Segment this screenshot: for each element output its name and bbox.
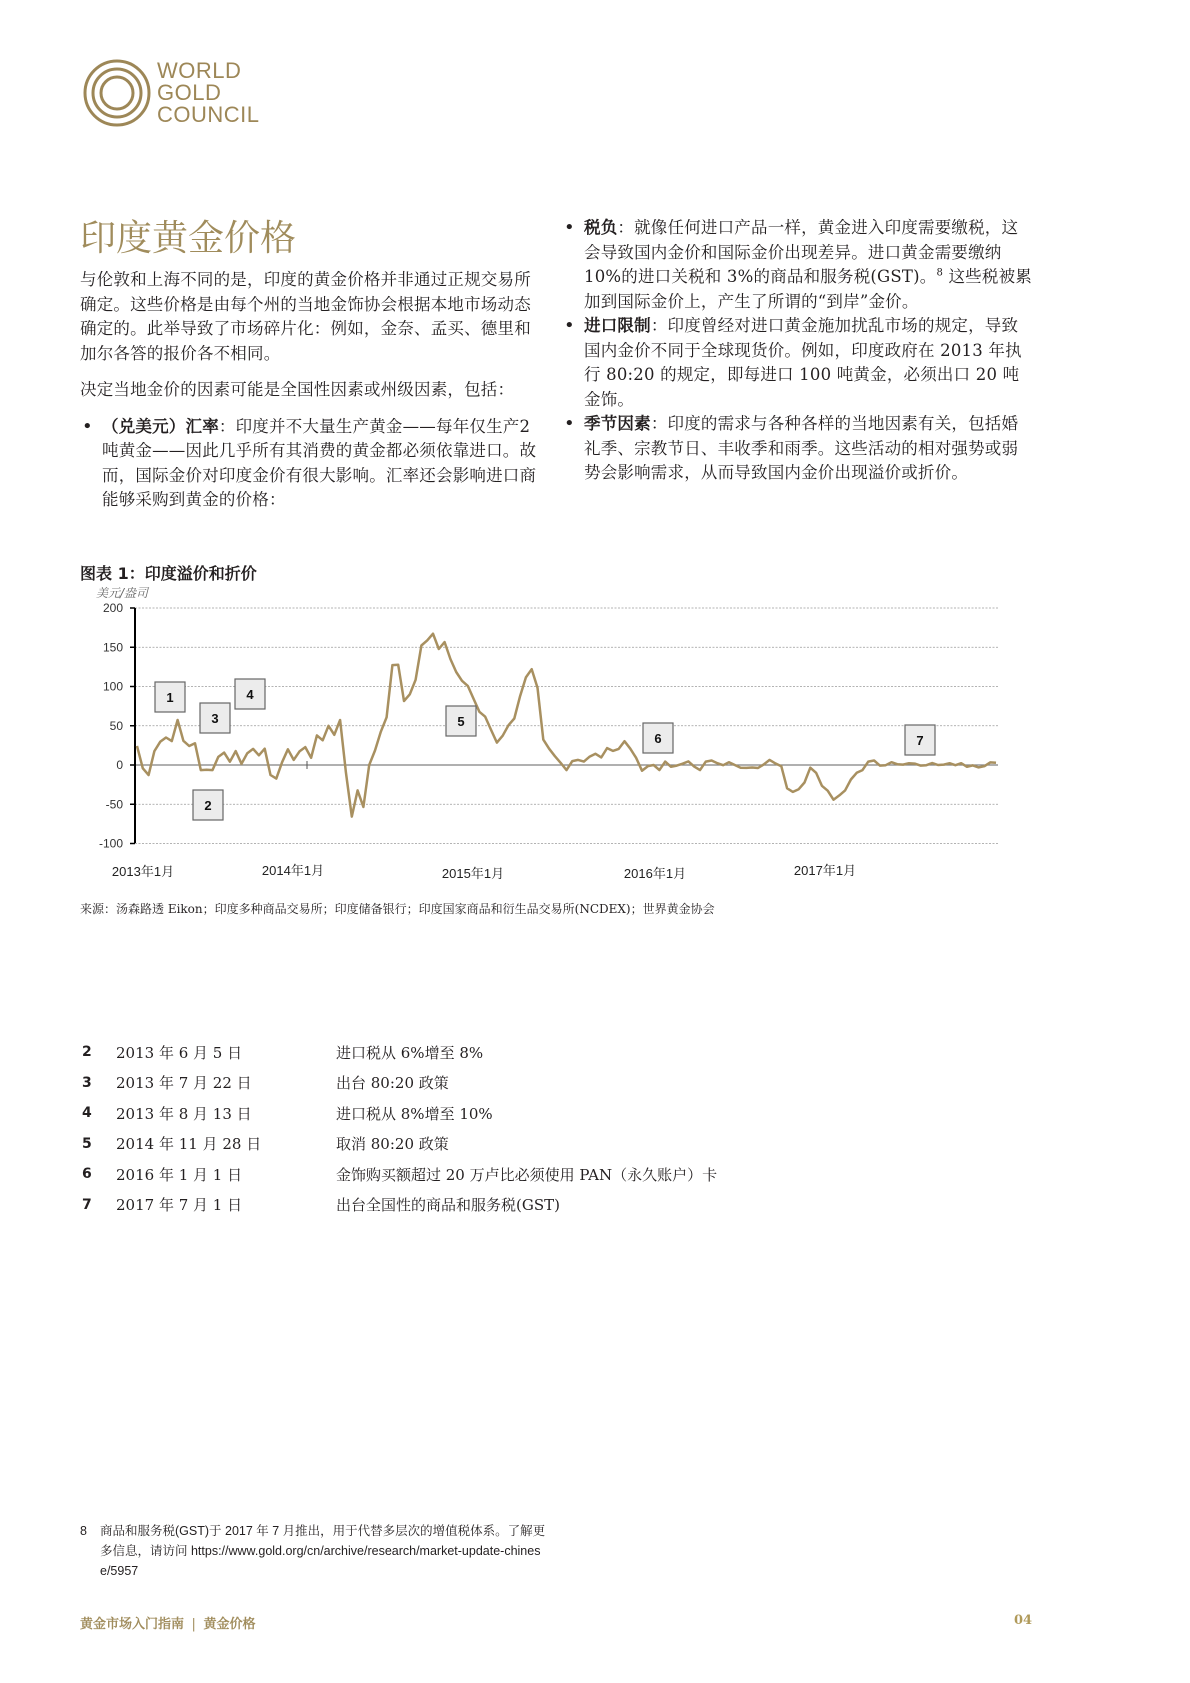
event-description: 出台 80:20 政策 [336, 1074, 449, 1093]
svg-text:3: 3 [211, 711, 219, 726]
event-number: 2 [82, 1044, 92, 1061]
table-row [82, 1129, 717, 1160]
event-marker-4 [235, 679, 265, 709]
footer-separator: | [191, 1617, 196, 1632]
event-number: 6 [82, 1166, 92, 1183]
logo [82, 58, 282, 130]
svg-text:2015年1月: 2015年1月 [441, 866, 505, 881]
event-number: 5 [82, 1135, 92, 1152]
bullet-taxes [562, 216, 1034, 314]
svg-text:0: 0 [116, 758, 123, 772]
event-marker-7 [905, 725, 935, 755]
event-marker-5 [446, 706, 476, 736]
svg-text:2017年1月: 2017年1月 [793, 863, 857, 878]
table-row [82, 1159, 717, 1190]
event-description: 进口税从 6%增至 8% [336, 1043, 484, 1062]
bullet-label: 季节因素 [584, 414, 651, 433]
svg-text:2013年1月: 2013年1月 [111, 864, 175, 879]
bullet-seasonal [562, 412, 1034, 486]
bullet-label: 税负 [584, 218, 618, 237]
right-column [562, 216, 1034, 486]
event-number: 3 [82, 1074, 92, 1091]
svg-text:2: 2 [204, 798, 212, 813]
event-date: 2014 年 11 月 28 日 [116, 1135, 262, 1154]
bullet-text: ：印度的需求与各种各样的当地因素有关，包括婚礼季、宗教节日、丰收季和雨季。这些活动的相对强势或弱势会影响需求，从而导致国内金价出现溢价或折价。 [584, 414, 1019, 482]
concentric-rings-icon [82, 58, 152, 128]
events-table [82, 1037, 717, 1220]
svg-text:50: 50 [109, 718, 123, 733]
table-row [82, 1068, 717, 1099]
event-date: 2013 年 7 月 22 日 [116, 1074, 252, 1093]
footer-section-title: 黄金价格 [203, 1617, 256, 1632]
event-marker-6 [643, 723, 673, 753]
svg-text:200: 200 [102, 601, 123, 615]
event-marker-1 [155, 682, 185, 712]
bullet-text: ：就像任何进口产品一样，黄金进入印度需要缴税，这会导致国内金价和国际金价出现差异。进口黄金需要缴纳 10%的进口关税和 3%的商品和服务税(GST)。 [584, 218, 1019, 286]
bullet-import-restrictions [562, 314, 1034, 412]
event-number: 4 [82, 1105, 92, 1122]
bullet-label: （兑美元）汇率 [102, 416, 219, 436]
event-date: 2013 年 8 月 13 日 [116, 1104, 252, 1123]
event-description: 取消 80:20 政策 [336, 1135, 449, 1154]
footnote [80, 1521, 550, 1581]
svg-text:1: 1 [166, 690, 174, 705]
page-number: 04 [1014, 1613, 1033, 1628]
bullet-label: 进口限制 [584, 316, 651, 335]
svg-text:5: 5 [457, 714, 465, 729]
svg-text:7: 7 [916, 733, 924, 748]
figure-source: 来源：汤森路透 Eikon；印度多种商品交易所；印度储备银行；印度国家商品和衍生品交易所(NCDEX)；世界黄金协会 [80, 902, 715, 916]
footnote-link[interactable]: https://www.gold.org/cn/archive/research/market-update-chinese/5957 [100, 1544, 541, 1578]
footer-guide-title: 黄金市场入门指南 [80, 1617, 185, 1632]
logo-line-world: WORLD [157, 58, 242, 83]
premium-line [137, 634, 996, 817]
svg-text:-50: -50 [105, 797, 123, 812]
event-marker-3 [200, 703, 230, 733]
figure-title: 图表 1：印度溢价和折价 [80, 564, 257, 583]
y-axis-unit: 美元/盎司 [96, 586, 149, 600]
bullet-text-cont: 这些税被累加到国际金价上，产生了所谓的“到岸”金价。 [584, 267, 1032, 311]
footnote-ref[interactable]: 8 [936, 267, 944, 279]
svg-text:150: 150 [102, 640, 123, 655]
table-row [82, 1098, 717, 1129]
event-number: 7 [82, 1196, 92, 1213]
bullet-text: ：印度并不大量生产黄金——每年仅生产2 吨黄金——因此几乎所有其消费的黄金都必须依靠进口。故而，国际金价对印度金价有很大影响。汇率还会影响进口商能够采购到黄金的价格： [102, 416, 537, 509]
logo-line-council: COUNCIL [157, 102, 260, 127]
footnote-number: 8 [80, 1524, 87, 1538]
y-axis-ticks [99, 601, 135, 851]
premium-discount-chart [80, 595, 1090, 895]
table-row [82, 1190, 717, 1221]
event-date: 2016 年 1 月 1 日 [116, 1165, 243, 1184]
svg-text:-100: -100 [98, 836, 123, 851]
svg-text:4: 4 [246, 687, 254, 702]
event-date: 2017 年 7 月 1 日 [116, 1196, 243, 1215]
table-row [82, 1037, 717, 1068]
page-title: 印度黄金价格 [80, 218, 297, 259]
factors-intro: 决定当地金价的因素可能是全国性因素或州级因素，包括： [80, 380, 515, 399]
svg-text:2014年1月: 2014年1月 [261, 863, 325, 878]
x-axis-ticks [112, 761, 856, 881]
logo-line-gold: GOLD [157, 80, 222, 105]
event-date: 2013 年 6 月 5 日 [116, 1043, 243, 1062]
svg-text:100: 100 [102, 679, 123, 694]
intro-paragraph: 与伦敦和上海不同的是，印度的黄金价格并非通过正规交易所确定。这些价格是由每个州的当地金饰协会根据本地市场动态确定的。此举导致了市场碎片化：例如，金奈、孟买、德里和加尔各答的报价各不相同。 [80, 270, 531, 363]
event-marker-2 [193, 790, 223, 820]
svg-text:6: 6 [654, 731, 662, 746]
event-description: 进口税从 8%增至 10% [336, 1104, 493, 1123]
event-description: 出台全国性的商品和服务税(GST) [336, 1196, 560, 1215]
footnote-text: 商品和服务税(GST)于 2017 年 7 月推出，用于代替多层次的增值税体系。了解更多信息，请访问 [100, 1524, 546, 1558]
left-column [80, 268, 542, 513]
svg-text:2016年1月: 2016年1月 [623, 866, 687, 881]
event-markers [155, 679, 935, 820]
footer-breadcrumb [80, 1613, 255, 1632]
bullet-exchange-rate [80, 415, 542, 513]
bullet-text: ：印度曾经对进口黄金施加扰乱市场的规定，导致国内金价不同于全球现货价。例如，印度政府在 2013 年执行 80:20 的规定，即每进口 100 吨黄金，必须出口 20 吨金饰。 [584, 316, 1022, 409]
chart-gridlines [135, 608, 998, 844]
event-description: 金饰购买额超过 20 万卢比必须使用 PAN（永久账户）卡 [336, 1165, 718, 1184]
